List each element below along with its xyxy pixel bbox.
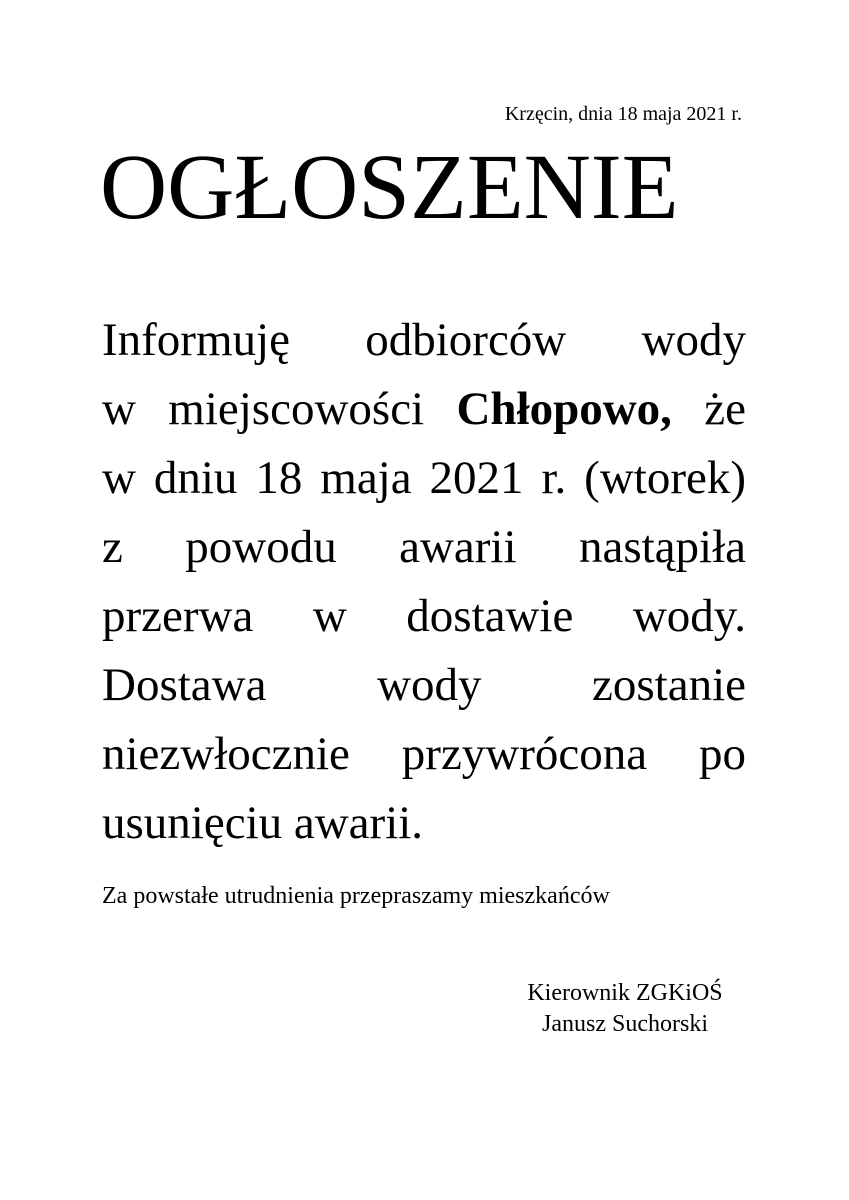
- notice-line-2-start: w miejscowości: [102, 383, 457, 435]
- page-title: OGŁOSZENIE: [100, 136, 679, 239]
- notice-body: [102, 306, 746, 858]
- apology-text: Za powstałe utrudnienia przepraszamy mieszkańców: [102, 883, 610, 909]
- notice-line-3: w dniu 18 maja 2021 r. (wtorek): [102, 452, 746, 504]
- signature-name: Janusz Suchorski: [542, 1011, 708, 1037]
- locality-name: Chłopowo,: [456, 383, 672, 435]
- notice-line-2-end: że: [671, 383, 746, 435]
- notice-line-1: Informuję odbiorców wody: [102, 314, 746, 366]
- notice-line-8: usunięciu awarii.: [102, 797, 424, 849]
- notice-line-2: [102, 375, 746, 444]
- notice-line-6: Dostawa wody zostanie: [102, 659, 746, 711]
- signature-role: Kierownik ZGKiOŚ: [527, 980, 723, 1006]
- notice-line-5: przerwa w dostawie wody.: [102, 590, 746, 642]
- notice-line-4: z powodu awarii nastąpiła: [102, 521, 746, 573]
- notice-line-7: niezwłocznie przywrócona po: [102, 728, 746, 780]
- place-date: Krzęcin, dnia 18 maja 2021 r.: [504, 103, 742, 125]
- signature-block: [480, 978, 770, 1040]
